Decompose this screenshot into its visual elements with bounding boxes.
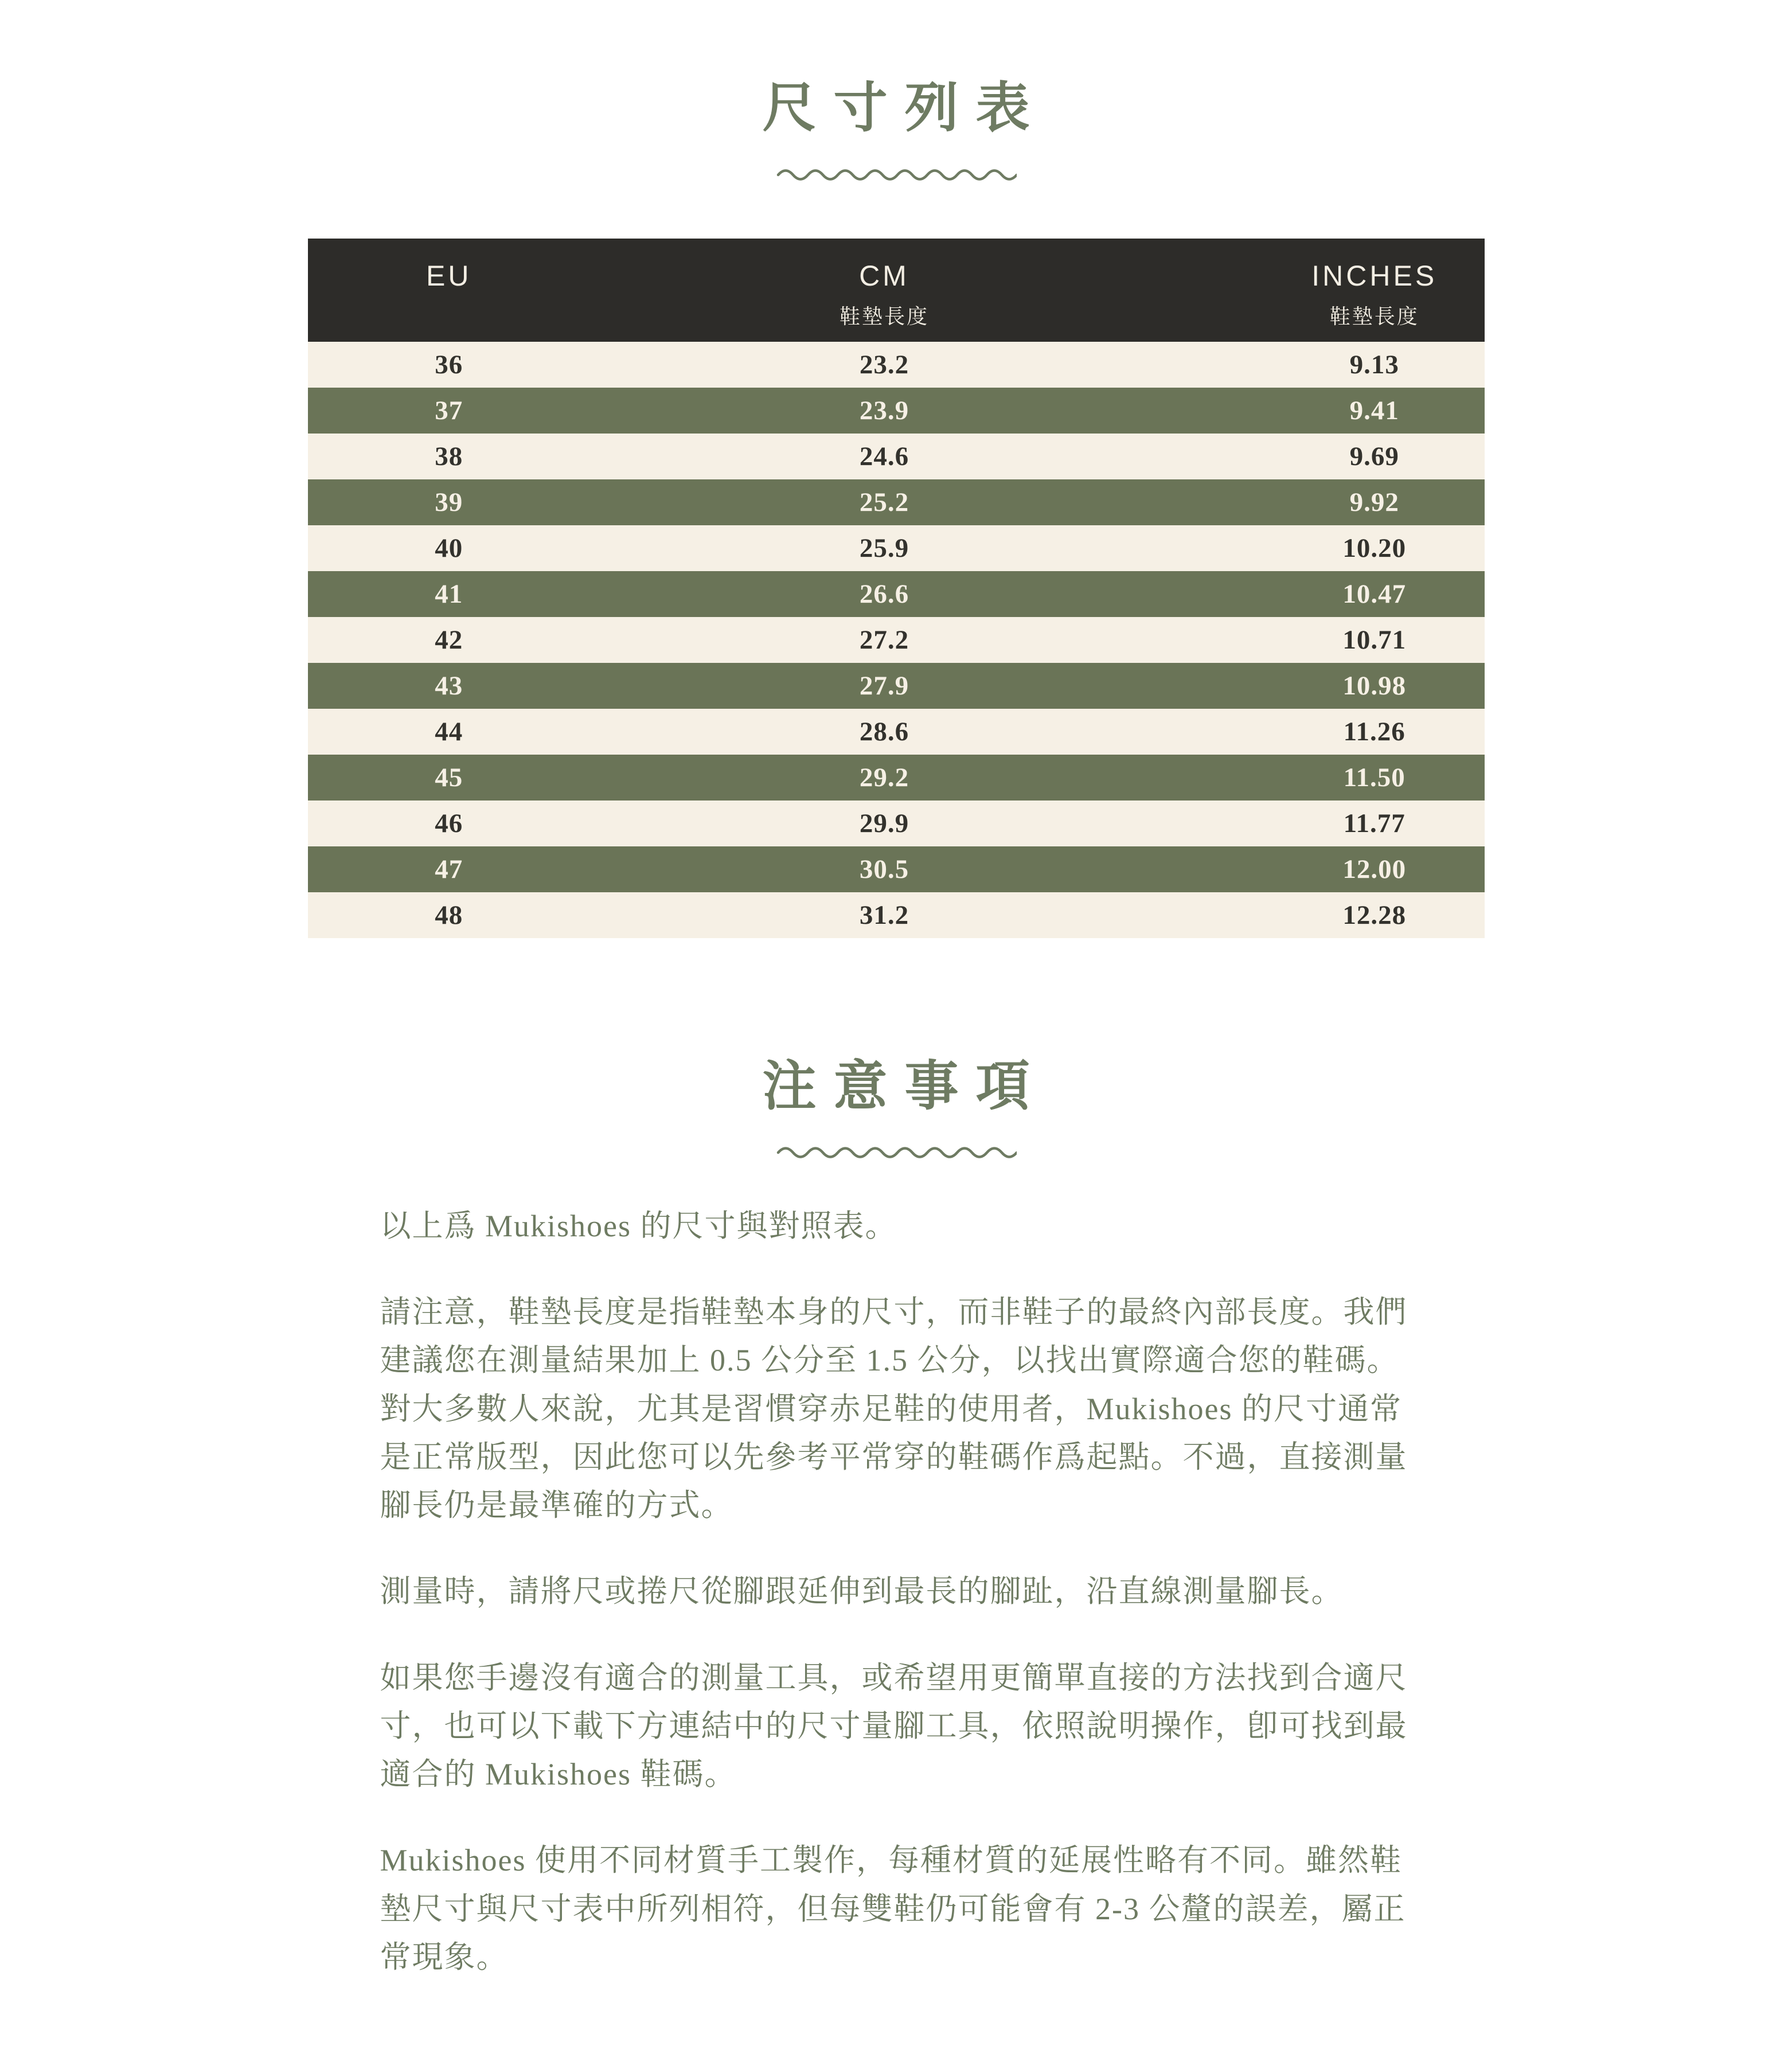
note-paragraph: 測量時，請將尺或捲尺從腳跟延伸到最長的腳趾，沿直線測量腳長。 <box>380 1574 1344 1609</box>
cell-eu-size: 40 <box>435 533 463 563</box>
cell-inches-length: 10.47 <box>1342 579 1407 609</box>
note-paragraph: Mukishoes 使用不同材質手工製作，每種材質的延展性略有不同。雖然鞋墊尺寸與尺寸表中所列相符，但每雙鞋仍可能會有 2-3 公釐的誤差，屬正常現象。 <box>380 1843 1406 1974</box>
table-row <box>308 846 1485 892</box>
cell-eu-size: 39 <box>435 487 463 517</box>
cell-cm-length: 27.9 <box>859 670 909 701</box>
wavy-divider <box>0 1142 1792 1159</box>
table-row <box>308 755 1485 801</box>
cell-cm-length: 30.5 <box>859 854 909 884</box>
cell-inches-length: 9.92 <box>1349 487 1399 517</box>
size-table <box>308 239 1485 938</box>
column-label: INCHES <box>1311 259 1438 292</box>
table-header <box>308 239 1485 342</box>
note-paragraph: 如果您手邊沒有適合的測量工具，或希望用更簡單直接的方法找到合適尺寸，也可以下載下方連結中的尺寸量腳工具，依照說明操作，卽可找到最適合的 Mukishoes 鞋碼。 <box>380 1660 1408 1792</box>
table-row <box>308 801 1485 846</box>
cell-eu-size: 42 <box>435 624 463 655</box>
cell-inches-length: 11.26 <box>1343 716 1406 747</box>
column-header-inches <box>1178 239 1485 342</box>
table-row <box>308 663 1485 709</box>
wavy-divider <box>0 164 1792 181</box>
table-row <box>308 479 1485 525</box>
cell-cm-length: 27.2 <box>859 624 909 655</box>
table-row <box>308 525 1485 571</box>
cell-inches-length: 12.28 <box>1342 900 1407 930</box>
table-row <box>308 571 1485 617</box>
cell-eu-size: 48 <box>435 900 463 930</box>
table-row <box>308 709 1485 755</box>
cell-eu-size: 44 <box>435 716 463 747</box>
cell-inches-length: 9.13 <box>1349 349 1399 380</box>
cell-eu-size: 36 <box>435 349 463 380</box>
cell-cm-length: 25.9 <box>859 533 909 563</box>
cell-cm-length: 25.2 <box>859 487 909 517</box>
column-label: CM <box>859 259 909 292</box>
cell-inches-length: 9.41 <box>1349 395 1399 425</box>
cell-inches-length: 12.00 <box>1342 854 1407 884</box>
cell-cm-length: 29.2 <box>859 762 909 792</box>
cell-eu-size: 43 <box>435 670 463 701</box>
cell-cm-length: 28.6 <box>859 716 909 747</box>
cell-cm-length: 23.9 <box>859 395 909 425</box>
notes-section <box>380 1202 1412 1981</box>
cell-inches-length: 9.69 <box>1349 441 1399 471</box>
cell-eu-size: 37 <box>435 395 463 425</box>
cell-eu-size: 47 <box>435 854 463 884</box>
note-paragraph: 以上爲 Mukishoes 的尺寸與對照表。 <box>380 1209 897 1243</box>
notes-title: 注意事項 <box>762 1055 1047 1118</box>
column-sublabel: 鞋墊長度 <box>839 304 929 328</box>
column-sublabel: 鞋墊長度 <box>1329 304 1419 328</box>
cell-inches-length: 10.71 <box>1342 624 1407 655</box>
table-row <box>308 342 1485 388</box>
cell-eu-size: 45 <box>435 762 463 792</box>
cell-cm-length: 29.9 <box>859 808 909 838</box>
cell-cm-length: 26.6 <box>859 579 909 609</box>
cell-cm-length: 23.2 <box>859 349 909 380</box>
table-row <box>308 892 1485 938</box>
table-body <box>308 342 1485 938</box>
column-header-cm <box>590 239 1178 342</box>
cell-eu-size: 41 <box>435 579 463 609</box>
cell-cm-length: 24.6 <box>859 441 909 471</box>
size-list-title: 尺寸列表 <box>762 77 1047 139</box>
note-paragraph: 請注意，鞋墊長度是指鞋墊本身的尺寸，而非鞋子的最終內部長度。我們建議您在測量結果加上 0.5 公分至 1.5 公分，以找出實際適合您的鞋碼。對大多數人來說，尤其是習慣穿赤足鞋的使用者，Mukishoes 的尺寸通常是正常版型，因此您可以先參考平常穿的鞋碼作爲起點。不過，直接測量腳長仍是最準確的方式。 <box>380 1295 1408 1523</box>
cell-inches-length: 11.77 <box>1343 808 1406 838</box>
column-label: EU <box>426 259 472 292</box>
cell-inches-length: 10.98 <box>1342 670 1407 701</box>
table-row <box>308 434 1485 479</box>
cell-eu-size: 38 <box>435 441 463 471</box>
table-row <box>308 617 1485 663</box>
cell-cm-length: 31.2 <box>859 900 909 930</box>
table-row <box>308 388 1485 434</box>
column-header-eu <box>308 239 590 342</box>
cell-inches-length: 10.20 <box>1342 533 1407 563</box>
cell-inches-length: 11.50 <box>1343 762 1406 792</box>
cell-eu-size: 46 <box>435 808 463 838</box>
